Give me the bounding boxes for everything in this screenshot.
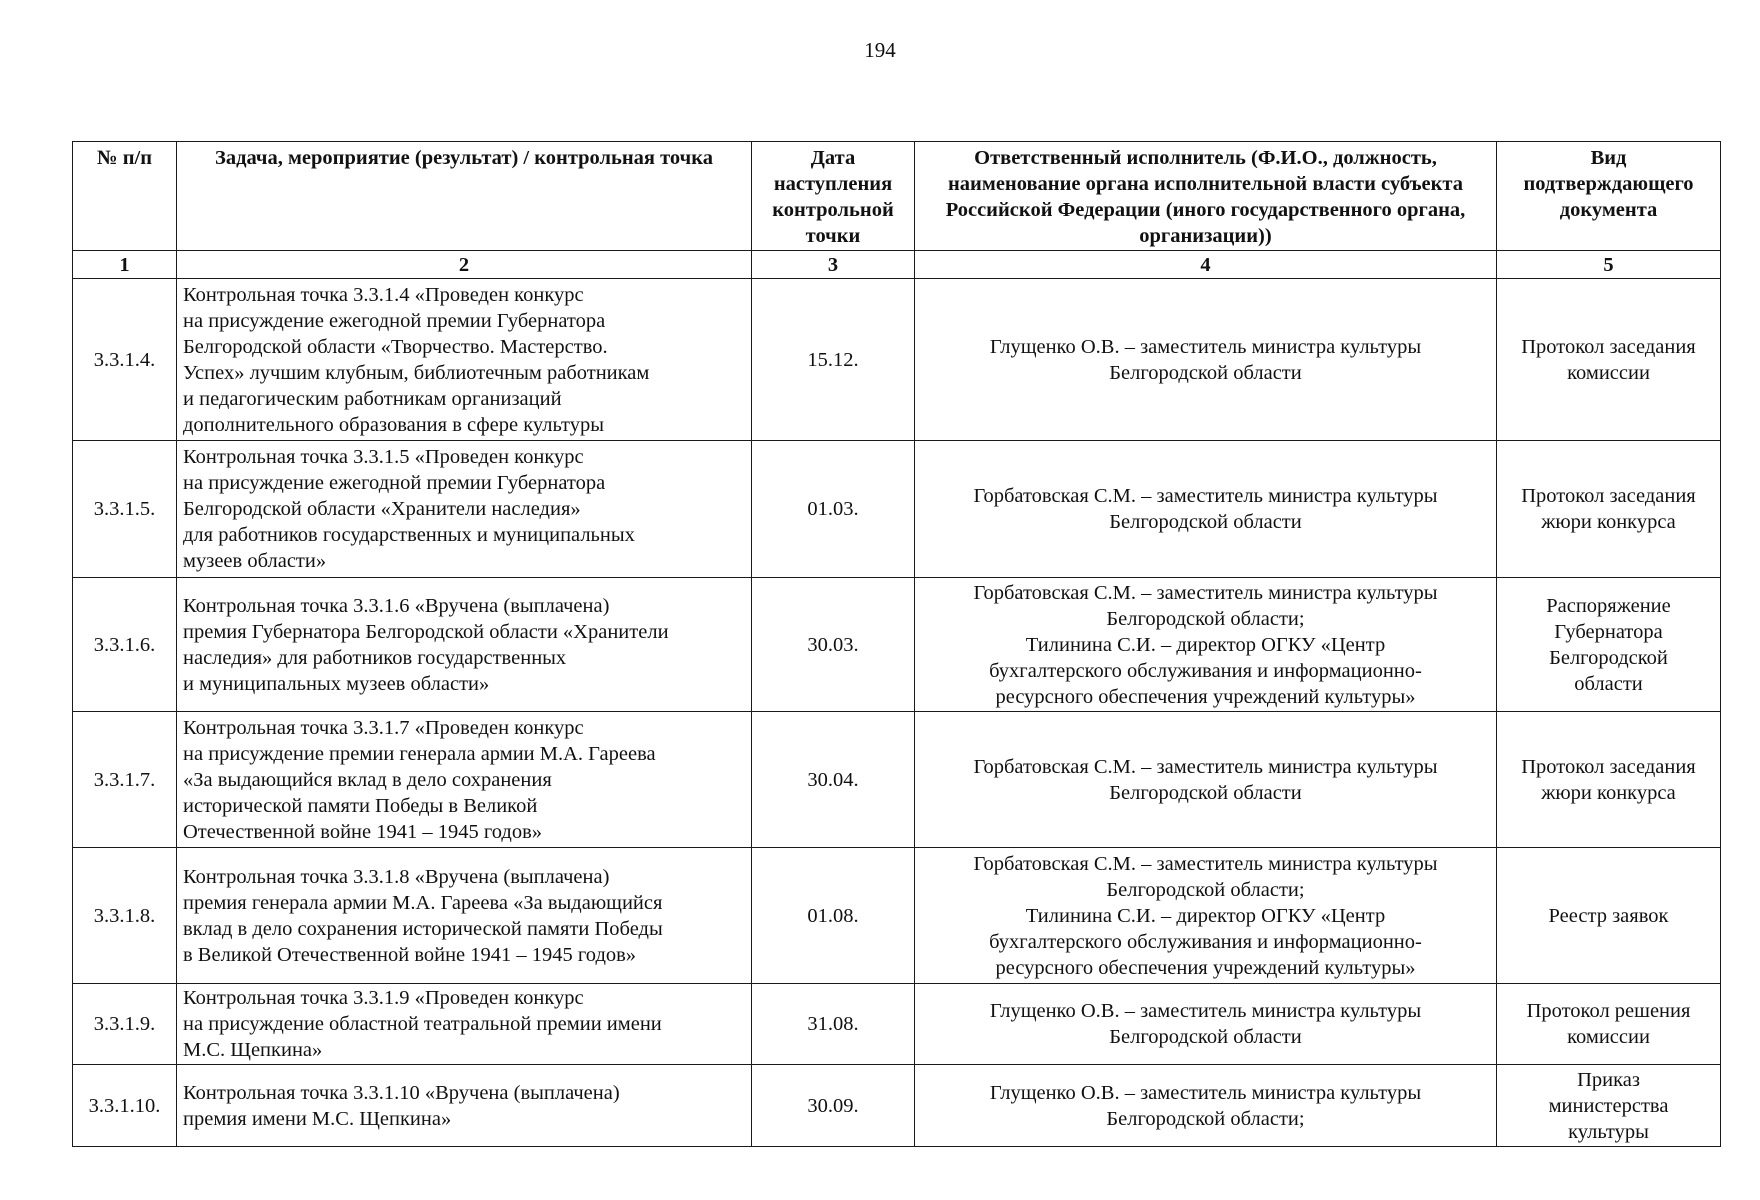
responsible-cell	[915, 441, 1497, 578]
table-row	[73, 279, 1721, 441]
responsible-text-line: Глущенко О.В. – заместитель министра культуры	[989, 335, 1422, 358]
document-text-line: жюри конкурса	[1541, 511, 1676, 533]
document-text-line: культуры	[1568, 1120, 1649, 1143]
document-text-line: Реестр заявок	[1548, 904, 1669, 927]
date-cell	[752, 712, 915, 848]
row-number-cell	[73, 279, 177, 441]
table-row	[73, 578, 1721, 712]
table-header-row	[73, 142, 1721, 251]
document-text-line: Приказ	[1577, 1068, 1640, 1091]
column-number: 1	[73, 251, 177, 279]
row-number: 3.3.1.10.	[88, 1094, 161, 1117]
control-date: 01.03.	[807, 498, 859, 520]
header-date: Дата наступления контрольной точки	[752, 142, 915, 251]
document-text-line: области	[1574, 672, 1643, 695]
task-text-line: и педагогическим работникам организаций	[183, 387, 562, 410]
document-text-line: комиссии	[1567, 361, 1650, 384]
header-task: Задача, мероприятие (результат) / контрольная точка	[177, 142, 752, 251]
responsible-text-line: Тилинина С.И. – директор ОГКУ «Центр	[1025, 904, 1386, 927]
task-text-line: Контрольная точка 3.3.1.9 «Проведен конкурс	[183, 987, 584, 1009]
responsible-cell	[915, 848, 1497, 984]
task-text-line: дополнительного образования в сфере культуры	[183, 413, 604, 436]
date-cell	[752, 1065, 915, 1147]
responsible-cell	[915, 279, 1497, 441]
document-text-line: Распоряжение	[1546, 594, 1671, 617]
task-text-line: премия Губернатора Белгородской области «Хранители	[183, 620, 669, 643]
row-number-cell	[73, 1065, 177, 1147]
control-date: 30.04.	[807, 768, 859, 791]
responsible-text-line: Горбатовская С.М. – заместитель министра культуры	[973, 485, 1438, 507]
row-number: 3.3.1.7.	[93, 768, 156, 791]
task-text-line: Контрольная точка 3.3.1.5 «Проведен конкурс	[183, 446, 584, 468]
document-cell	[1497, 984, 1721, 1065]
document-text-line: Губернатора	[1554, 620, 1663, 643]
row-number-cell	[73, 578, 177, 712]
document-cell	[1497, 1065, 1721, 1147]
row-number: 3.3.1.9.	[93, 1013, 156, 1035]
column-number: 5	[1497, 251, 1721, 279]
row-number: 3.3.1.5.	[93, 498, 156, 520]
task-text-line: Контрольная точка 3.3.1.8 «Вручена (выплачена)	[183, 865, 610, 888]
responsible-cell	[915, 578, 1497, 712]
table-row	[73, 1065, 1721, 1147]
document-text-line: Протокол заседания	[1521, 755, 1696, 778]
responsible-text-line: Белгородской области	[1109, 781, 1302, 804]
document-text-line: Белгородской	[1549, 646, 1668, 669]
header-number: № п/п	[73, 142, 177, 251]
row-number-cell	[73, 848, 177, 984]
control-date: 30.09.	[807, 1094, 859, 1117]
table-body	[73, 279, 1721, 1147]
date-cell	[752, 848, 915, 984]
document-cell	[1497, 712, 1721, 848]
table-row	[73, 712, 1721, 848]
document-text-line: комиссии	[1567, 1026, 1650, 1048]
task-cell	[177, 279, 752, 441]
document-text-line: Протокол решения	[1526, 1000, 1691, 1022]
task-text-line: наследия» для работников государственных	[183, 646, 567, 669]
responsible-text-line: Глущенко О.В. – заместитель министра культуры	[989, 1081, 1422, 1104]
task-text-line: Белгородской области «Хранители наследия»	[183, 498, 581, 520]
task-text-line: Контрольная точка 3.3.1.10 «Вручена (выплачена)	[183, 1081, 620, 1104]
responsible-text-line: Белгородской области	[1109, 361, 1302, 384]
task-text-line: музеев области»	[183, 550, 327, 572]
table-row	[73, 984, 1721, 1065]
responsible-text-line: Глущенко О.В. – заместитель министра культуры	[989, 1000, 1422, 1022]
page-number: 194	[864, 38, 896, 62]
column-number: 3	[752, 251, 915, 279]
responsible-text-line: Белгородской области;	[1106, 607, 1305, 630]
document-cell	[1497, 848, 1721, 984]
task-text-line: Белгородской области «Творчество. Мастерство.	[183, 335, 608, 358]
responsible-text-line: Горбатовская С.М. – заместитель министра культуры	[973, 581, 1438, 604]
control-date: 31.08.	[807, 1013, 859, 1035]
responsible-cell	[915, 712, 1497, 848]
control-date: 01.08.	[807, 904, 859, 927]
responsible-cell	[915, 984, 1497, 1065]
task-text-line: для работников государственных и муниципальных	[183, 524, 635, 546]
table-row	[73, 441, 1721, 578]
responsible-text-line: Белгородской области;	[1106, 878, 1305, 901]
column-number-row	[73, 251, 1721, 279]
column-number: 2	[177, 251, 752, 279]
responsible-text-line: Горбатовская С.М. – заместитель министра культуры	[973, 852, 1438, 875]
responsible-text-line: Белгородской области	[1109, 1026, 1302, 1048]
date-cell	[752, 984, 915, 1065]
task-text-line: Успех» лучшим клубным, библиотечным работникам	[183, 361, 650, 384]
responsible-text-line: Белгородской области	[1109, 511, 1302, 533]
task-cell	[177, 1065, 752, 1147]
row-number-cell	[73, 712, 177, 848]
task-text-line: и муниципальных музеев области»	[183, 672, 490, 695]
responsible-cell	[915, 1065, 1497, 1147]
task-cell	[177, 848, 752, 984]
document-text-line: Протокол заседания	[1521, 335, 1696, 358]
task-text-line: в Великой Отечественной войне 1941 – 1945 годов»	[183, 943, 637, 966]
responsible-text-line: Белгородской области;	[1106, 1107, 1305, 1130]
document-cell	[1497, 279, 1721, 441]
task-text-line: М.С. Щепкина»	[183, 1039, 323, 1061]
responsible-text-line: ресурсного обеспечения учреждений культуры»	[995, 956, 1416, 979]
date-cell	[752, 441, 915, 578]
task-text-line: Контрольная точка 3.3.1.6 «Вручена (выплачена)	[183, 594, 610, 617]
responsible-text-line: Горбатовская С.М. – заместитель министра культуры	[973, 755, 1438, 778]
task-text-line: на присуждение ежегодной премии Губернатора	[183, 309, 606, 332]
document-text-line: министерства	[1548, 1094, 1669, 1117]
document-cell	[1497, 441, 1721, 578]
control-points-table	[72, 141, 1721, 1147]
task-text-line: Отечественной войне 1941 – 1945 годов»	[183, 820, 543, 843]
column-number: 4	[915, 251, 1497, 279]
row-number-cell	[73, 984, 177, 1065]
responsible-text-line: ресурсного обеспечения учреждений культуры»	[995, 685, 1416, 708]
date-cell	[752, 279, 915, 441]
responsible-text-line: бухгалтерского обслуживания и информационно-	[989, 659, 1422, 682]
task-text-line: Контрольная точка 3.3.1.7 «Проведен конкурс	[183, 716, 584, 739]
document-cell	[1497, 578, 1721, 712]
document-text-line: Протокол заседания	[1521, 485, 1696, 507]
task-text-line: на присуждение областной театральной премии имени	[183, 1013, 662, 1035]
table-row	[73, 848, 1721, 984]
header-document-type: Вид подтверждающего документа	[1497, 142, 1721, 251]
document-text-line: жюри конкурса	[1541, 781, 1676, 804]
row-number: 3.3.1.8.	[93, 904, 156, 927]
row-number: 3.3.1.4.	[93, 348, 156, 371]
task-text-line: на присуждение ежегодной премии Губернатора	[183, 472, 606, 494]
task-text-line: премия имени М.С. Щепкина»	[183, 1107, 452, 1130]
task-cell	[177, 578, 752, 712]
control-date: 15.12.	[807, 348, 859, 371]
row-number: 3.3.1.6.	[93, 633, 156, 656]
date-cell	[752, 578, 915, 712]
task-text-line: Контрольная точка 3.3.1.4 «Проведен конкурс	[183, 283, 584, 306]
task-text-line: на присуждение премии генерала армии М.А. Гареева	[183, 742, 656, 765]
task-text-line: премия генерала армии М.А. Гареева «За выдающийся	[183, 891, 663, 914]
responsible-text-line: Тилинина С.И. – директор ОГКУ «Центр	[1025, 633, 1386, 656]
task-text-line: «За выдающийся вклад в дело сохранения	[183, 768, 552, 791]
control-date: 30.03.	[807, 633, 859, 656]
row-number-cell	[73, 441, 177, 578]
task-cell	[177, 441, 752, 578]
responsible-text-line: бухгалтерского обслуживания и информационно-	[989, 930, 1422, 953]
header-responsible: Ответственный исполнитель (Ф.И.О., должность, наименование органа исполнительной власти субъекта Российской Федерации (иного государственного органа, организации))	[915, 142, 1497, 251]
task-text-line: исторической памяти Победы в Великой	[183, 794, 538, 817]
task-cell	[177, 984, 752, 1065]
task-cell	[177, 712, 752, 848]
task-text-line: вклад в дело сохранения исторической памяти Победы	[183, 917, 663, 940]
